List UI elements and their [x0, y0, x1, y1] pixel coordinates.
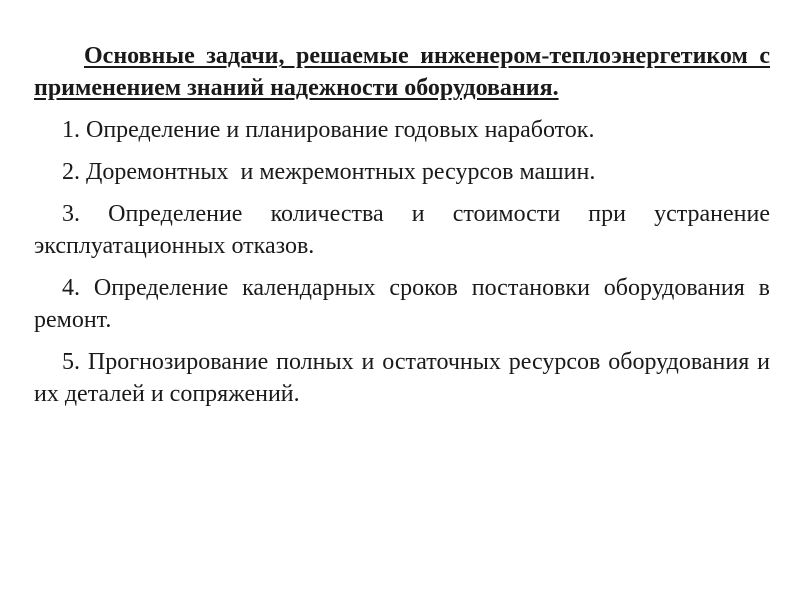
list-item-5: 5. Прогнозирование полных и остаточных ресурсов оборудования и их деталей и сопряжений.: [34, 349, 770, 407]
list-item-1: 1. Определение и планирование годовых наработок.: [62, 117, 595, 143]
list-item-2: 2. Доремонтных и межремонтных ресурсов машин.: [62, 159, 596, 185]
list-item-3: 3. Определение количества и стоимости при устранение эксплуатационных отказов.: [34, 201, 770, 259]
page-title: Основные задачи, решаемые инженером-теплоэнергетиком с применением знаний надежности оборудования.: [34, 43, 770, 101]
list-item-4: 4. Определение календарных сроков постановки оборудования в ремонт.: [34, 275, 770, 333]
